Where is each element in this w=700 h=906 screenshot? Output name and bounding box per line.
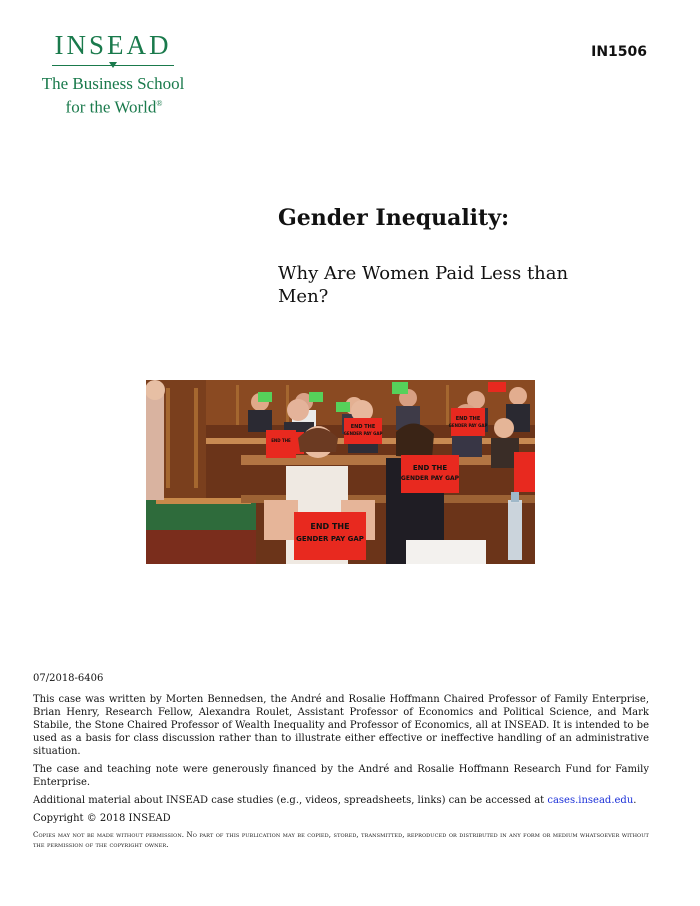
green-card <box>392 382 408 394</box>
case-metadata <box>33 672 649 855</box>
logo-tagline-line1: The Business School <box>41 74 185 93</box>
logo-tagline-line2 <box>28 94 198 118</box>
authors-paragraph: This case was written by Morten Bennedsen, the André and Rosalie Hoffmann Chaired Professor of Family Enterprise, Brian Henry, Research Fellow, Alexandra Roulet, Assistant Professor of Economics and Political Science, and Mark Stabile, the Stone Chaired Professor of Wealth Inequality and Professor of Economics, all at INSEAD. It is intended to be used as a basis for class discussion rather than to illustrate either effective or ineffective handling of an administrative situation. <box>33 694 649 757</box>
logo-wordmark: INSEAD <box>54 30 172 60</box>
additional-material-text: Additional material about INSEAD case studies (e.g., videos, spreadsheets, links) can be accessed at <box>33 795 545 806</box>
additional-material-end: . <box>633 795 637 806</box>
funding-paragraph: The case and teaching note were generously financed by the André and Rosalie Hoffmann Research Fund for Family Enterprise. <box>33 764 649 788</box>
placard-text-small: END THE <box>350 424 376 430</box>
red-placard <box>401 455 459 493</box>
red-placard <box>451 408 485 436</box>
case-title: Gender Inequality: <box>278 205 510 231</box>
case-code: IN1506 <box>591 44 647 60</box>
case-reference: 07/2018-6406 <box>33 673 104 684</box>
insead-logo <box>28 30 198 118</box>
cases-link[interactable]: cases.insead.edu <box>547 795 634 806</box>
rights-notice: Copies may not be made without permission. No part of this publication may be copied, stored, transmitted, reproduced or distributed in any form or medium whatsoever without the permission of the copyright owner. <box>33 831 649 849</box>
placard-text-small: END THE <box>455 416 481 422</box>
case-subtitle: Why Are Women Paid Less than Men? <box>278 263 569 307</box>
red-placard <box>266 430 296 458</box>
additional-material <box>33 794 649 807</box>
green-card <box>336 402 350 412</box>
copyright: Copyright © 2018 INSEAD <box>33 813 171 824</box>
placard-text-large: END THE <box>310 522 350 531</box>
green-card <box>258 392 272 402</box>
placard-text-medium: GENDER PAY GAP <box>400 475 460 482</box>
logo-tagline-text: for the World <box>65 97 157 117</box>
cover-photo <box>146 380 535 564</box>
red-placard <box>514 452 535 492</box>
placard-text-small: GENDER PAY GAP <box>448 423 488 428</box>
green-card <box>309 392 323 402</box>
placard-text-small: END THE <box>271 438 291 443</box>
placard-text-small: GENDER PAY GAP <box>343 431 383 436</box>
placard-text-large: GENDER PAY GAP <box>296 535 364 543</box>
green-card <box>488 382 506 392</box>
registered-mark: ® <box>156 99 163 108</box>
placard-text-medium: END THE <box>412 464 448 472</box>
logo-divider <box>52 62 174 74</box>
